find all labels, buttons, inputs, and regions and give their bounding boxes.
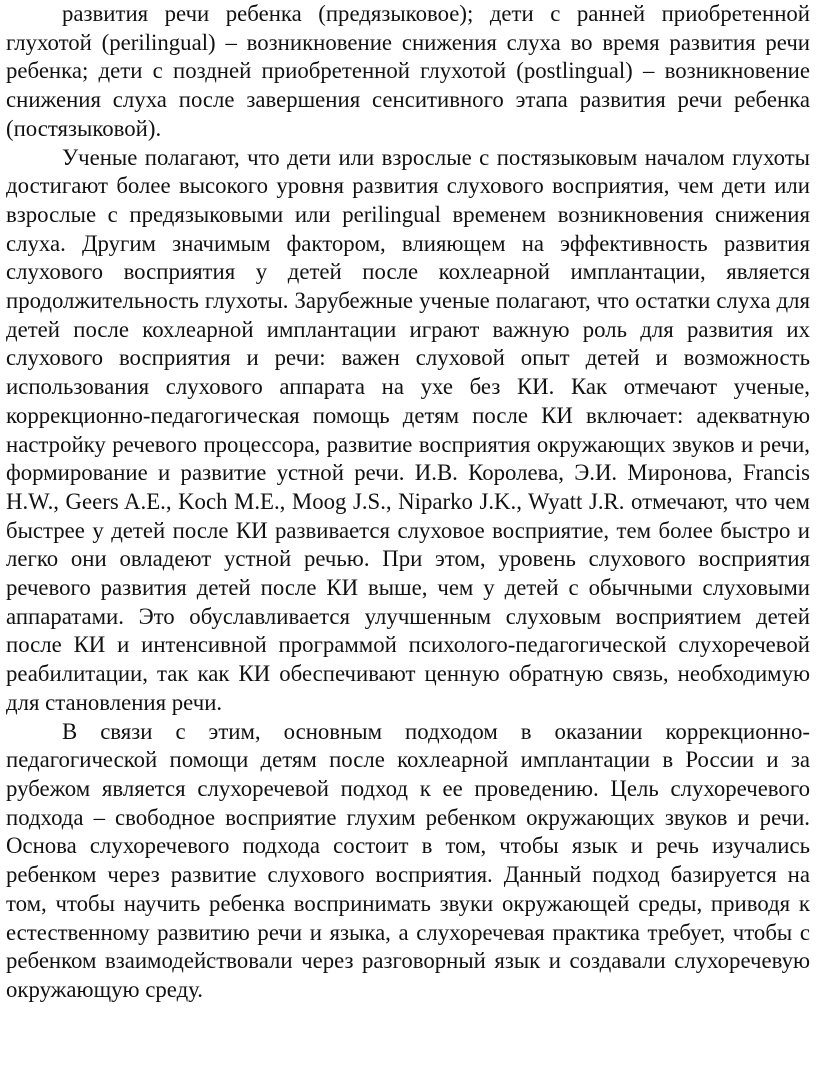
paragraph-auditory-verbal-approach: В связи с этим, основным подходом в оказании коррекционно-педагогической помощи детям после кохлеарной имплантации в России и за рубежом является слухоречевой подход к ее проведению. Цель слухоречевого подхода – свободное восприятие глухим ребенком окружающих звуков и речи. Основа слухоречевого подхода состоит в том, чтобы язык и речь изучались ребенком через развитие слухового восприятия. Данный подход базируется на том, чтобы научить ребенка воспринимать звуки окружающей среды, приводя к естественному развитию речи и языка, а слухоречевая практика требует, чтобы с ребенком взаимодействовали через разговорный язык и создавали слухоречевую окружающую среду. bbox=[6, 718, 810, 1002]
paragraph-hearing-perception: Ученые полагают, что дети или взрослые с постязыковым началом глухоты достигают более высокого уровня развития слухового восприятия, чем дети или взрослые с предязыковыми или perilingual временем возникновения снижения слуха. Другим значимым фактором, влияющем на эффективность развития слухового восприятия у детей после кохлеарной имплантации, является продолжительность глухоты. Зарубежные ученые полагают, что остатки слуха для детей после кохлеарной имплантации играют важную роль для развития их слухового восприятия и речи: важен слуховой опыт детей и возможность использования слухового аппарата на ухе без КИ. Как отмечают ученые, коррекционно-педагогическая помощь детям после КИ включает: адекватную настройку речевого процессора, развитие восприятия окружающих звуков и речи, формирование и развитие устной речи. И.В. Королева, Э.И. Миронова, Francis H.W., Geers A.E., Koch M.E., Moog J.S., Niparko J.K., Wyatt J.R. отмечают, что чем быстрее у детей после КИ развивается слуховое восприятие, тем более быстро и легко они овладеют устной речью. При этом, уровень слухового восприятия речевого развития детей после КИ выше, чем у детей с обычными слуховыми аппаратами. Это обуславливается улучшенным слуховым восприятием детей после КИ и интенсивной программой психолого-педагогической слухоречевой реабилитации, так как КИ обеспечивают ценную обратную связь, необходимую для становления речи. bbox=[6, 144, 810, 715]
document-page bbox=[6, 0, 810, 1005]
paragraph-continuation: развития речи ребенка (предязыковое); дети с ранней приобретенной глухотой (perilingual) – возникновение снижения слуха во время развития речи ребенка; дети с поздней приобретенной глухотой (postlingual) – возникновение снижения слуха после завершения сенситивного этапа развития речи ребенка (постязыковой). bbox=[6, 1, 810, 141]
